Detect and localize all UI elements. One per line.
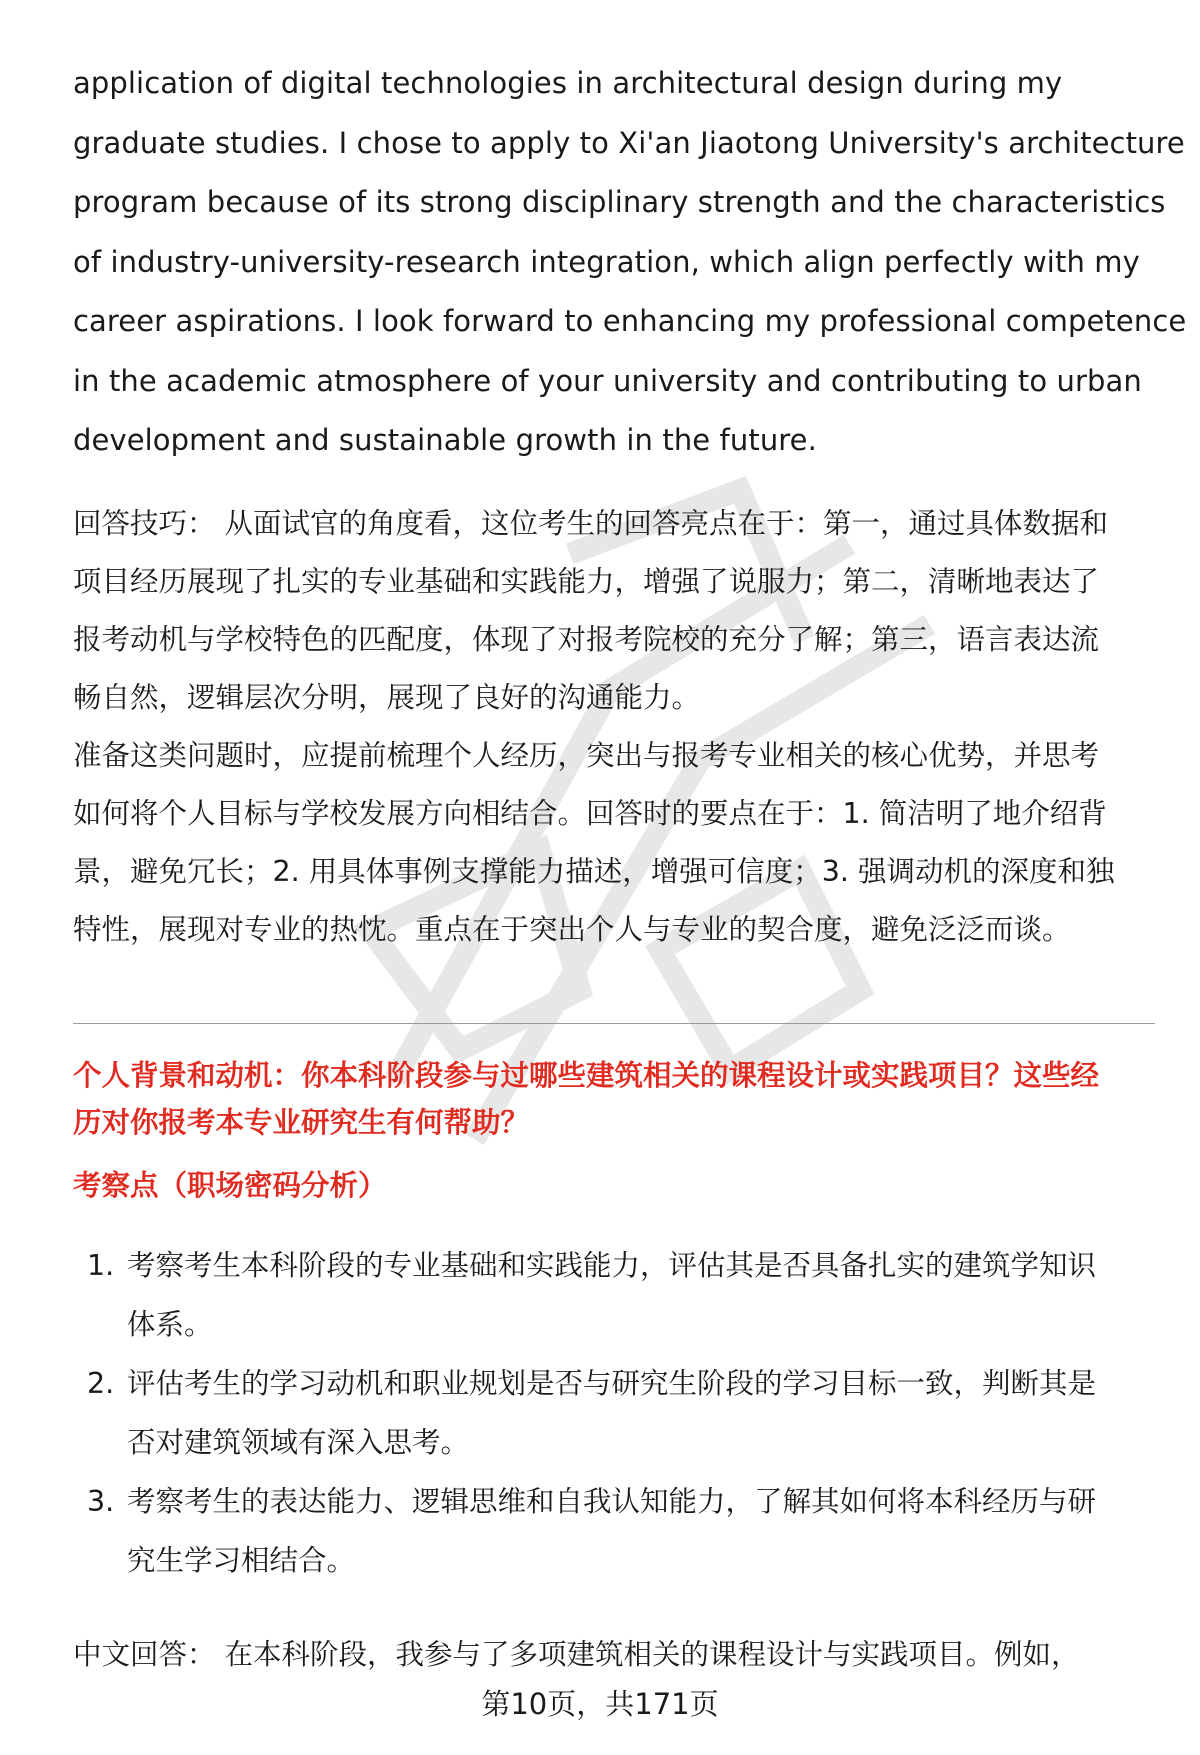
paragraph-line: program because of its strong disciplinary strength and the characteristics — [73, 185, 1166, 219]
tips-line: 如何将个人目标与学校发展方向相结合。回答时的要点在于：1. 简洁明了地介绍背 — [73, 797, 1107, 830]
tips-line: 准备这类问题时，应提前梳理个人经历，突出与报考专业相关的核心优势，并思考 — [73, 739, 1100, 772]
tips-line: 特性，展现对专业的热忱。重点在于突出个人与专业的契合度，避免泛泛而谈。 — [73, 913, 1071, 946]
list-item-number: 2. — [87, 1367, 115, 1400]
tips-line: 回答技巧： 从面试官的角度看，这位考生的回答亮点在于：第一，通过具体数据和 — [73, 507, 1109, 540]
tips-line: 畅自然，逻辑层次分明，展现了良好的沟通能力。 — [73, 681, 701, 714]
chinese-answer-line: 中文回答： 在本科阶段，我参与了多项建筑相关的课程设计与实践项目。例如， — [73, 1638, 1080, 1671]
list-item-number: 3. — [87, 1485, 115, 1518]
list-item-line: 考察考生的表达能力、逻辑思维和自我认知能力，了解其如何将本科经历与研 — [127, 1485, 1097, 1518]
question-line: 历对你报考本专业研究生有何帮助？ — [73, 1106, 530, 1139]
list-item-line: 评估考生的学习动机和职业规划是否与研究生阶段的学习目标一致，判断其是 — [127, 1367, 1097, 1400]
list-item — [73, 1472, 1155, 1590]
list-item-line: 否对建筑领域有深入思考。 — [127, 1426, 470, 1459]
paragraph-line: of industry-university-research integration, which align perfectly with my — [73, 244, 1140, 279]
tips-line: 报考动机与学校特色的匹配度，体现了对报考院校的充分了解；第三，语言表达流 — [73, 623, 1100, 656]
list-item — [73, 1236, 1155, 1354]
paragraph-line: in the academic atmosphere of your university and contributing to urban — [73, 363, 1142, 398]
assessment-list — [73, 1236, 1155, 1590]
interview-question — [73, 1052, 1155, 1146]
tips-line: 景，避免冗长；2. 用具体事例支撑能力描述，增强可信度；3. 强调动机的深度和独 — [73, 855, 1115, 888]
list-item-line: 究生学习相结合。 — [127, 1544, 356, 1577]
question-line: 个人背景和动机：你本科阶段参与过哪些建筑相关的课程设计或实践项目？这些经 — [73, 1059, 1100, 1092]
english-answer-paragraph — [73, 54, 1187, 471]
answer-tips-section — [73, 495, 1155, 959]
section-divider — [73, 1023, 1155, 1024]
paragraph-line: development and sustainable growth in the future. — [73, 423, 817, 457]
assessment-heading: 考察点（职场密码分析） — [73, 1169, 387, 1202]
list-item-line: 考察考生本科阶段的专业基础和实践能力，评估其是否具备扎实的建筑学知识 — [127, 1249, 1097, 1282]
list-item-line: 体系。 — [127, 1308, 213, 1341]
list-item-number: 1. — [87, 1249, 115, 1282]
list-item — [73, 1354, 1155, 1472]
paragraph-line: application of digital technologies in architectural design during my — [73, 66, 1063, 100]
paragraph-line: career aspirations. I look forward to enhancing my professional competence — [73, 304, 1187, 338]
page-number: 第10页，共171页 — [481, 1687, 719, 1721]
paragraph-line: graduate studies. I chose to apply to Xi'an Jiaotong University's architecture — [73, 125, 1185, 160]
tips-line: 项目经历展现了扎实的专业基础和实践能力，增强了说服力；第二，清晰地表达了 — [73, 565, 1100, 598]
